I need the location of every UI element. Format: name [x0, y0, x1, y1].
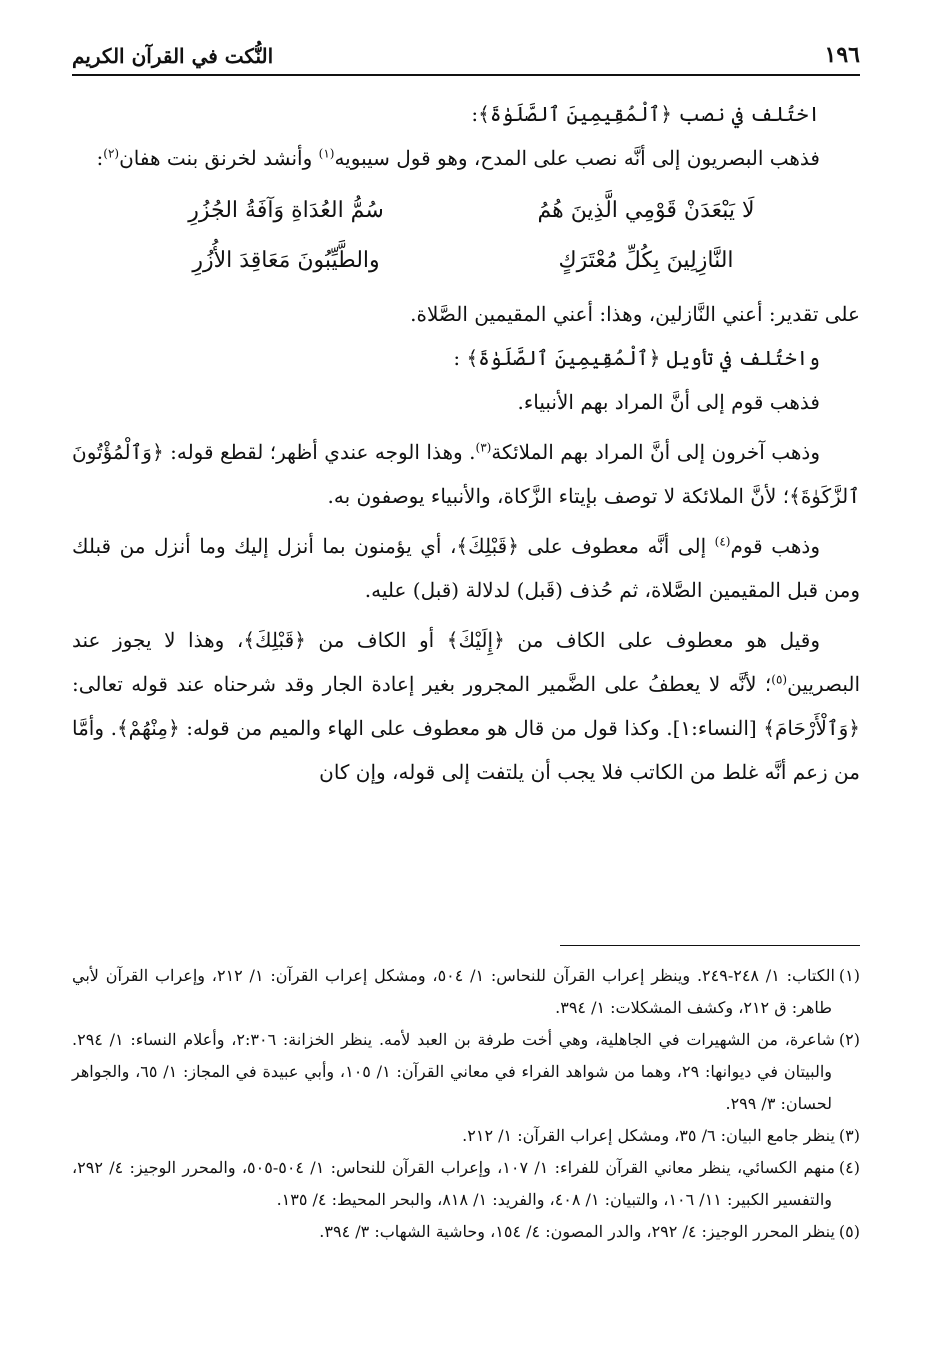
page-number: ١٩٦ — [824, 42, 860, 68]
footnote-text: الكتاب: ١/ ٢٤٨-٢٤٩. وينظر إعراب القرآن للنحاس: ١/ ٥٠٤، ومشكل إعراب القرآن: ١/ ٢١٢، وإعراب القرآن لأبي طاهر: ق ٢١٢، وكشف المشكلات: ١/ ٣٩٤. — [72, 966, 835, 1017]
footnote-divider — [560, 945, 860, 946]
footnote-text: ينظر جامع البيان: ٦/ ٣٥، ومشكل إعراب القرآن: ١/ ٢١٢. — [462, 1126, 835, 1145]
verse-1-first-hemistich: لَا يَبْعَدَنْ قَوْمِي الَّذِينَ هُمُ — [537, 198, 755, 223]
main-text — [72, 92, 860, 794]
footnote-3 — [72, 1120, 860, 1152]
footnote-number: (١) — [838, 966, 860, 985]
verse-1-second-hemistich: سُمُّ العُدَاةِ وَآفَةُ الجُزُرِ — [188, 198, 384, 223]
paragraph-7-text-b: إلى أنَّه معطوف على ﴿قَبْلِكَ﴾، أي يؤمنون بما أنزل إليك وما أنزل من قبلك ومن قبل المقيمين الصَّلاة، ثم حُذف (قَبل) لدلالة (قبل) عليه. — [72, 534, 860, 602]
footnote-ref-5: (٥) — [771, 672, 788, 687]
paragraph-2-text-a: فذهب البصريون إلى أنَّه نصب على المدح، وهو قول سيبويه — [334, 146, 820, 170]
footnote-text: ينظر المحرر الوجيز: ٤/ ٢٩٢، والدر المصون: ٤/ ١٥٤، وحاشية الشهاب: ٣/ ٣٩٤. — [319, 1222, 835, 1241]
paragraph-8 — [72, 618, 860, 794]
paragraph-2-text-b: وأنشد لخرنق بنت هفان — [119, 146, 319, 170]
paragraph-4: واختُلف في تأويل ﴿ٱلْمُقِيمِينَ ٱلصَّلَوٰةَ﴾ : — [453, 346, 820, 370]
paragraph-7-text-a: وذهب قوم — [730, 534, 820, 558]
footnotes — [72, 960, 860, 1248]
verse-2-first-hemistich: النَّازِلِينَ بِكُلِّ مُعْتَرَكٍ — [558, 248, 734, 273]
paragraph-2-text-c: : — [96, 146, 104, 170]
footnote-2 — [72, 1024, 860, 1120]
paragraph-8-text-a: وقيل هو معطوف على الكاف من ﴿إِلَيْكَ﴾ أو الكاف من ﴿قَبْلِكَ﴾، وهذا لا يجوز عند البصريين — [72, 628, 860, 696]
footnote-4 — [72, 1152, 860, 1216]
footnote-number: (٤) — [838, 1158, 861, 1177]
paragraph-8-text-b: ؛ لأنَّه لا يعطفُ على الضَّمير المجرور بغير إعادة الجار وقد شرحناه عند قوله تعالى: ﴿وَٱلْأَرْحَامَ﴾ [النساء:١]. وكذا قول من قال هو معطوف على الهاء والميم من قوله: ﴿مِنْهُمْ﴾. وأمَّا من زعم أنَّه غلط من الكاتب فلا يجب أن يلتفت إلى قوله، وإن كان — [72, 672, 860, 784]
paragraph-3: على تقدير: أعني النَّازلين، وهذا: أعني المقيمين الصَّلاة. — [410, 302, 860, 326]
verse-2-second-hemistich: والطَّيِّبُونَ مَعَاقِدَ الأُزُرِ — [192, 248, 380, 273]
paragraph-1: اختُلف في نصب ﴿ٱلْمُقِيمِينَ ٱلصَّلَوٰةَ﴾: — [471, 102, 820, 126]
page-header — [72, 38, 860, 76]
footnote-number: (٣) — [838, 1126, 860, 1145]
verse-line-2 — [72, 236, 860, 286]
footnote-1 — [72, 960, 860, 1024]
footnote-ref-2: (٢) — [103, 146, 120, 161]
poem-verse — [72, 186, 860, 286]
footnote-ref-4: (٤) — [714, 534, 731, 549]
footnote-number: (٢) — [838, 1030, 860, 1049]
footnote-ref-1: (١) — [318, 146, 335, 161]
paragraph-2 — [72, 136, 860, 180]
footnote-text: شاعرة، من الشهيرات في الجاهلية، وهي أخت طرفة بن العبد لأمه. ينظر الخزانة: ٢:٣٠٦، وأعلام النساء: ١/ ٢٩٤. والبيتان في ديوانها: ٢٩، وهما من شواهد الفراء في معاني القرآن: ١/ ١٠٥، وأبي عبيدة في المجاز: ١/ ٦٥، والجواهر لحسان: ٣/ ٢٩٩. — [72, 1030, 835, 1113]
paragraph-7 — [72, 524, 860, 612]
footnote-number: (٥) — [838, 1222, 860, 1241]
paragraph-6-text-a: وذهب آخرون إلى أنَّ المراد بهم الملائكة — [491, 440, 820, 464]
paragraph-5: فذهب قوم إلى أنَّ المراد بهم الأنبياء. — [517, 390, 820, 414]
verse-line-1 — [72, 186, 860, 236]
paragraph-6 — [72, 430, 860, 518]
paragraph-6-text-b: . وهذا الوجه عندي أظهر؛ لقطع قوله: ﴿وَٱلْمُؤْتُونَ ٱلزَّكَوٰةَ﴾؛ لأنَّ الملائكة لا توصف بإيتاء الزَّكاة، والأنبياء يوصفون به. — [72, 440, 860, 508]
footnote-5 — [72, 1216, 860, 1248]
book-title: النُّكت في القرآن الكريم — [72, 44, 274, 68]
footnote-text: منهم الكسائي، ينظر معاني القرآن للفراء: ١/ ١٠٧، وإعراب القرآن للنحاس: ١/ ٥٠٤-٥٠٥، والمحرر الوجيز: ٤/ ٢٩٢، والتفسير الكبير: ١١/ ١٠٦، والتبيان: ١/ ٤٠٨، والفريد: ١/ ٨١٨، والبحر المحيط: ٤/ ١٣٥. — [72, 1158, 835, 1209]
footnote-ref-3: (٣) — [475, 440, 492, 455]
